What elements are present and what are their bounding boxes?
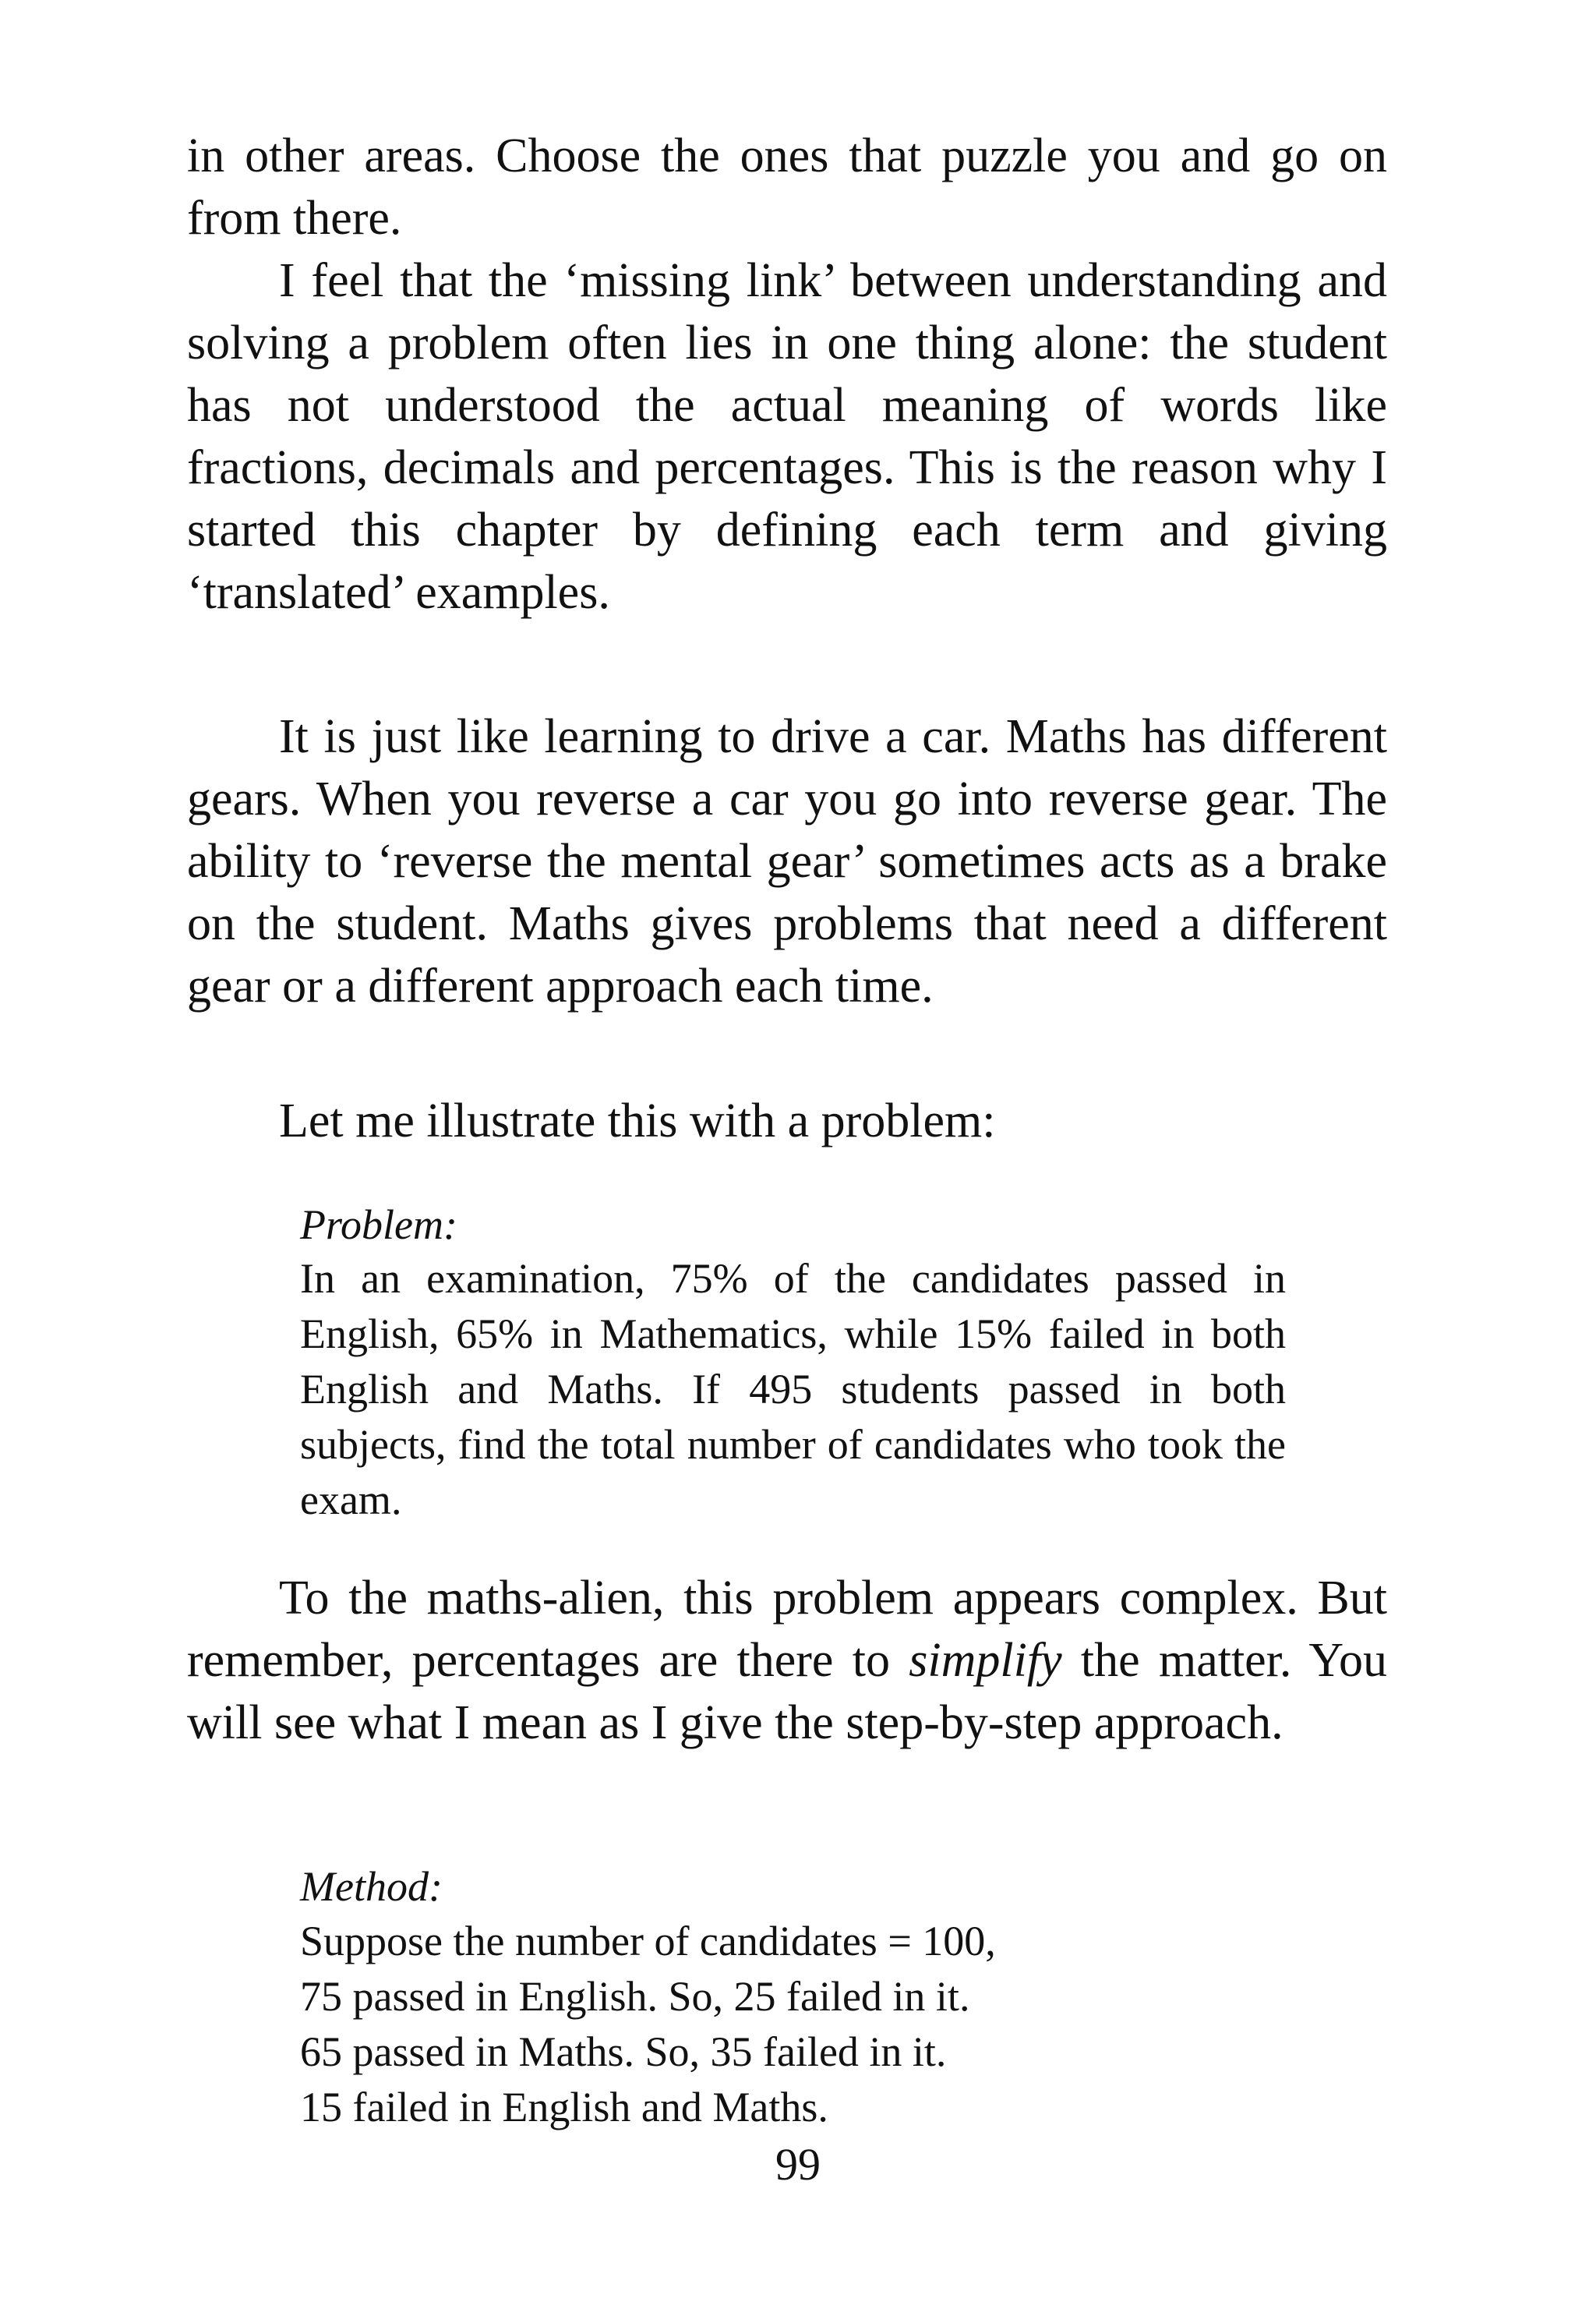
paragraph-maths-alien-end: the matter. You will see what I mean as I give the step-by-step approach.: [187, 1634, 1387, 1749]
paragraph-maths-alien: [187, 1567, 1387, 1754]
paragraph-gears: It is just like learning to drive a car. Maths has different gears. When you reverse a car you go into reverse gear. The ability to ‘reverse the mental gear’ sometimes acts as a brake on the student. Maths gives problems that need a different gear or a different approach each time.: [187, 710, 1387, 1013]
paragraph-illustrate: Let me illustrate this with a problem:: [279, 1094, 996, 1147]
method-step: 65 passed in Maths. So, 35 failed in it.: [300, 2028, 947, 2075]
paragraph-continuation: in other areas. Choose the ones that puzzle you and go on from there.: [187, 129, 1387, 245]
method-step: 15 failed in English and Maths.: [300, 2084, 828, 2130]
emphasis-simplify: simplify: [909, 1634, 1062, 1687]
problem-label: Problem:: [300, 1201, 457, 1248]
paragraph-missing-link: I feel that the ‘missing link’ between understanding and solving a problem often lies in one thing alone: the student has not understood the actual meaning of words like fractions, decimals and percentages. This is the reason why I started this chapter by defining each term and giving ‘translated’ examples.: [187, 254, 1387, 619]
method-step: Suppose the number of candidates = 100,: [300, 1918, 996, 1964]
problem-text: In an examination, 75% of the candidates passed in English, 65% in Mathematics, while 15% failed in both English and Maths. If 495 students passed in both subjects, find the total number of candidates who took the exam.: [300, 1255, 1286, 1523]
paragraph-maths-alien-start: To the maths-alien, this problem appears complex. But remember, percentages are there to: [187, 1572, 1387, 1687]
method-steps: [300, 1914, 1286, 2135]
page-number: 99: [775, 2139, 821, 2190]
method-step: 75 passed in English. So, 25 failed in it.: [300, 1973, 970, 2020]
method-label: Method:: [300, 1863, 443, 1910]
